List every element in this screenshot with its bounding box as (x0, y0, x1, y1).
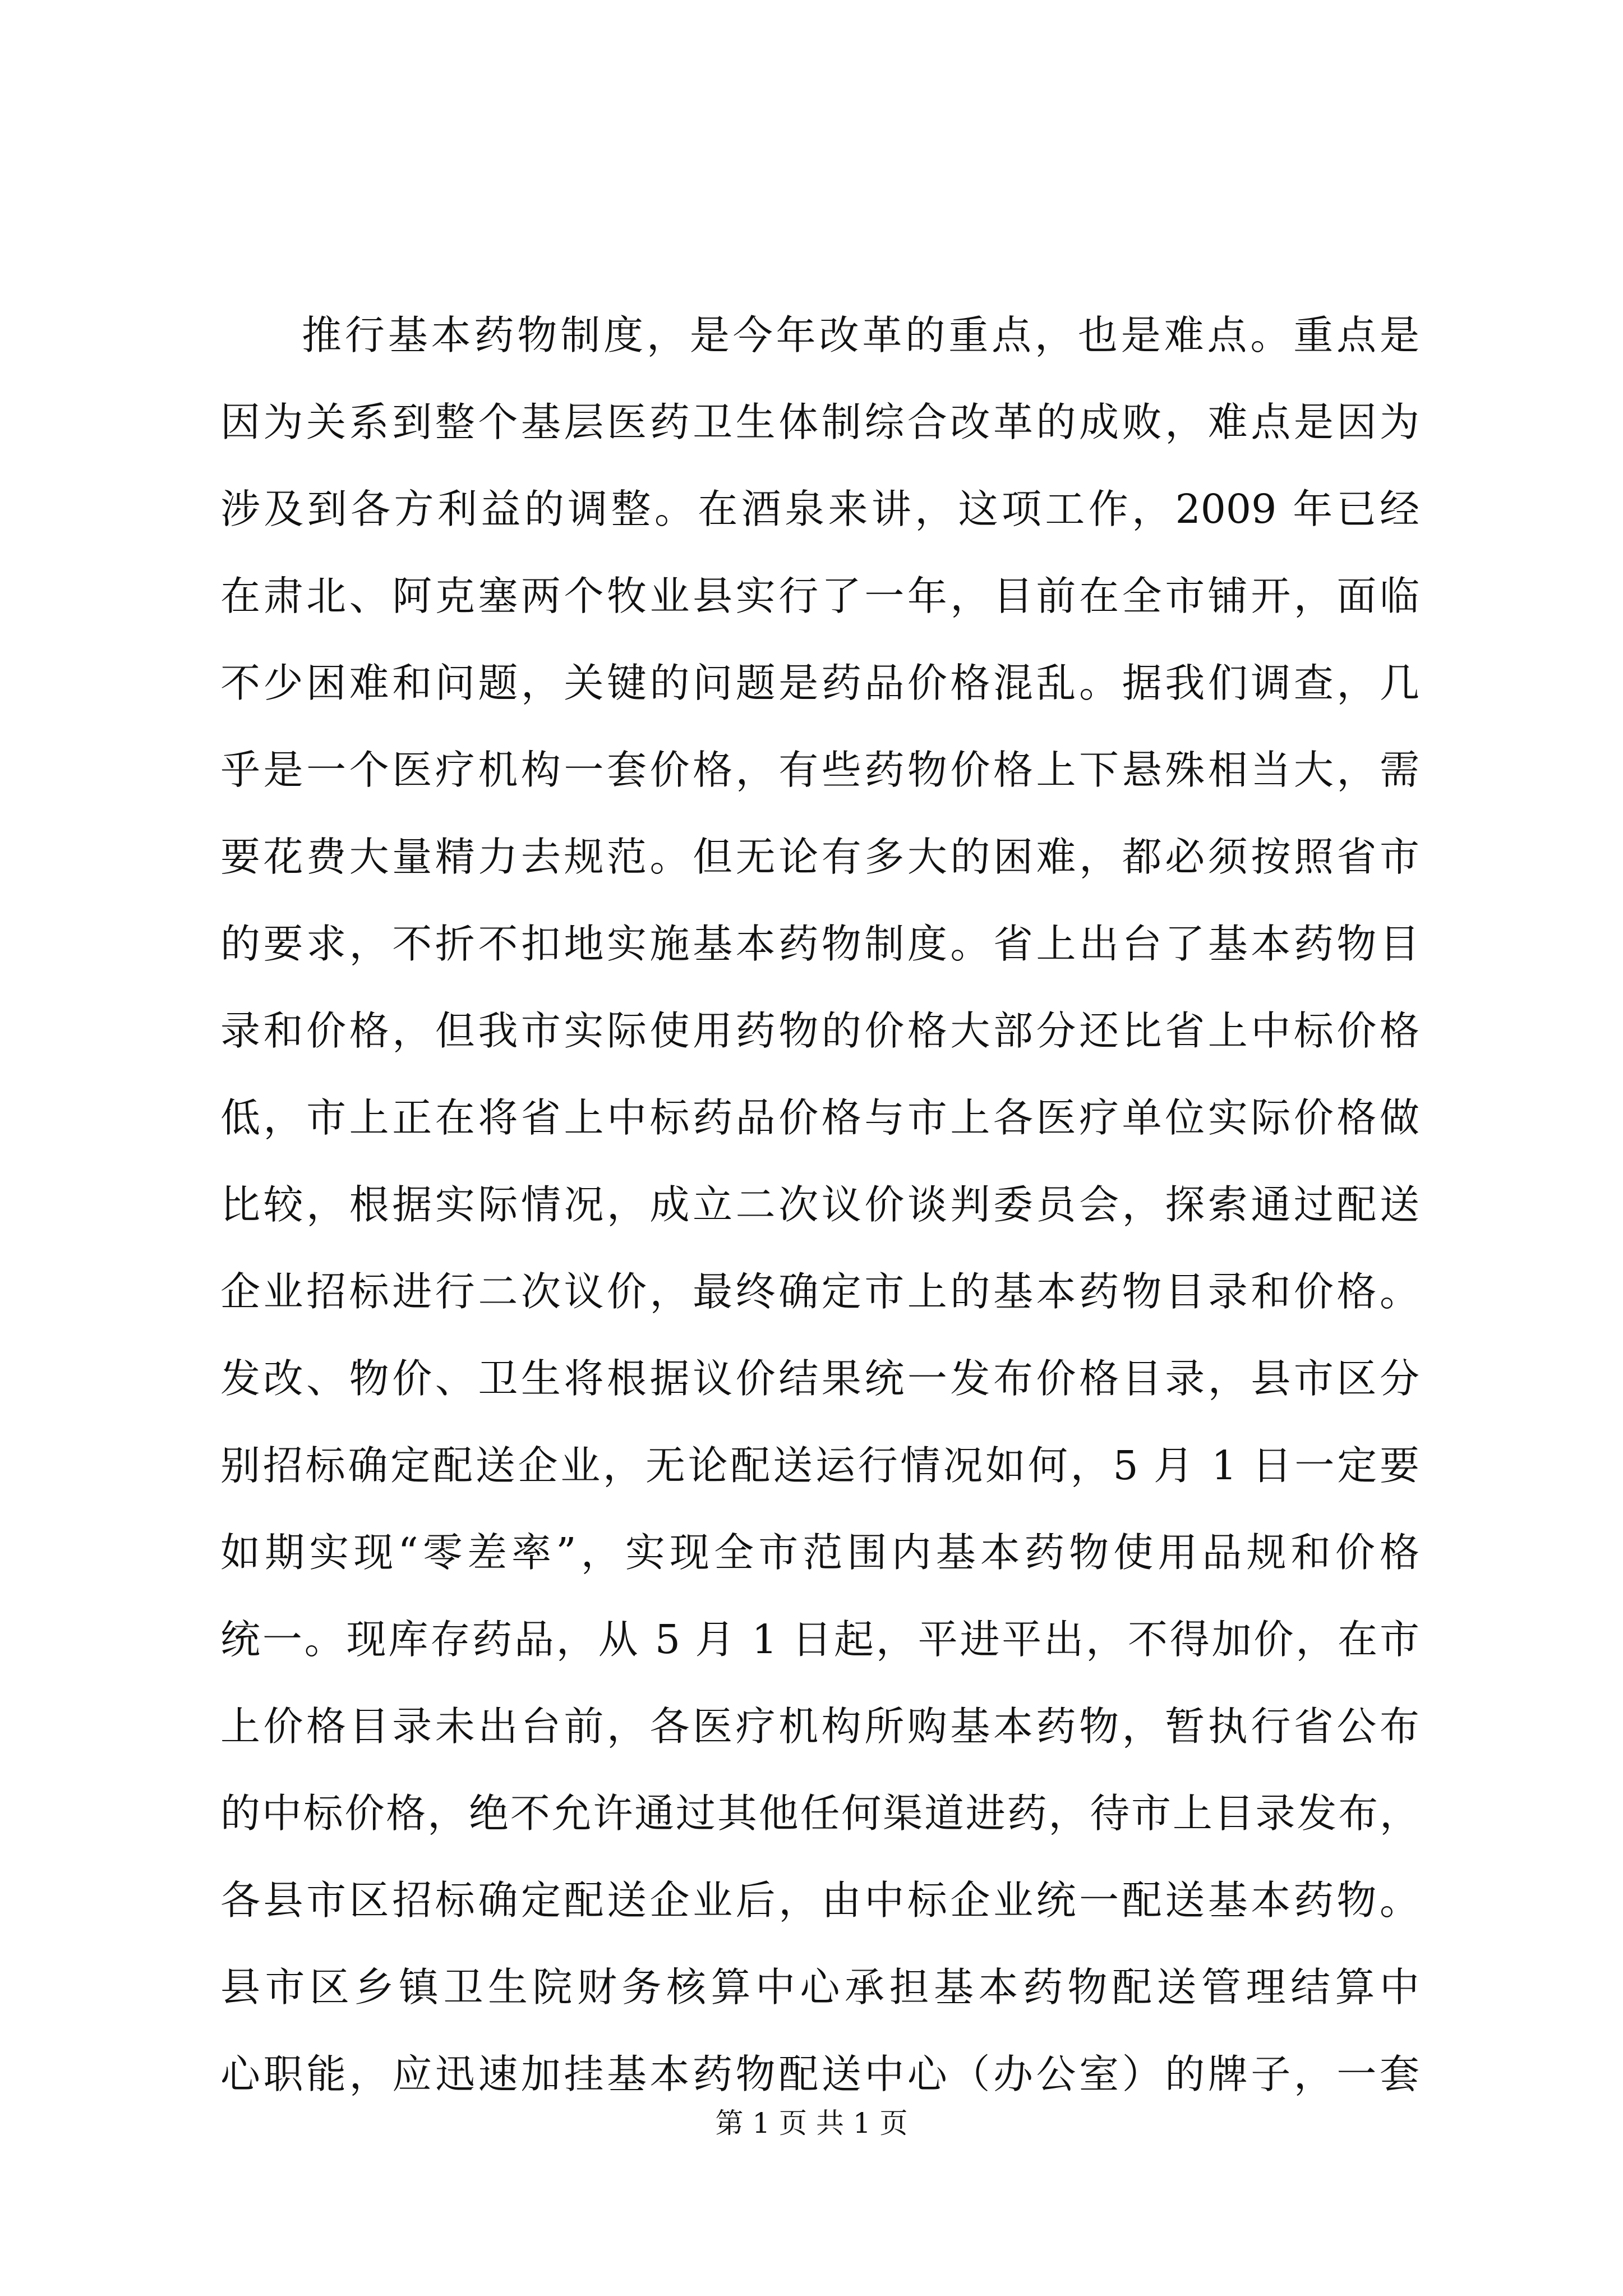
paragraph-line: 比较，根据实际情况，成立二次议价谈判委员会，探索通过配送 (220, 1181, 1419, 1228)
paragraph-line: 涉及到各方利益的调整。在酒泉来讲，这项工作，2009 年已经 (220, 486, 1419, 532)
paragraph-line: 企业招标进行二次议价，最终确定市上的基本药物目录和价格。 (220, 1268, 1419, 1315)
paragraph-line: 如期实现“零差率”，实现全市范围内基本药物使用品规和价格 (220, 1529, 1419, 1576)
paragraph-line: 的中标价格，绝不允许通过其他任何渠道进药，待市上目录发布， (220, 1790, 1419, 1837)
paragraph-line: 不少困难和问题，关键的问题是药品价格混乱。据我们调查，几 (220, 660, 1419, 706)
page-number-footer: 第 1 页 共 1 页 (715, 2107, 908, 2139)
paragraph-line: 要花费大量精力去规范。但无论有多大的困难，都必须按照省市 (220, 834, 1419, 880)
paragraph-line: 低，市上正在将省上中标药品价格与市上各医疗单位实际价格做 (220, 1094, 1419, 1141)
paragraph-line: 上价格目录未出台前，各医疗机构所购基本药物，暂执行省公布 (220, 1703, 1419, 1750)
paragraph-line: 乎是一个医疗机构一套价格，有些药物价格上下悬殊相当大，需 (220, 747, 1419, 793)
paragraph-line: 的要求，不折不扣地实施基本药物制度。省上出台了基本药物目 (220, 921, 1419, 967)
paragraph-line: 推行基本药物制度，是今年改革的重点，也是难点。重点是 (302, 312, 1419, 358)
paragraph-line: 在肃北、阿克塞两个牧业县实行了一年，目前在全市铺开，面临 (220, 573, 1419, 619)
paragraph-line: 心职能，应迅速加挂基本药物配送中心（办公室）的牌子，一套 (220, 2051, 1419, 2097)
paragraph-line: 县市区乡镇卫生院财务核算中心承担基本药物配送管理结算中 (220, 1964, 1419, 2010)
paragraph-line: 发改、物价、卫生将根据议价结果统一发布价格目录，县市区分 (220, 1355, 1419, 1402)
body-paragraph (220, 292, 1419, 2118)
paragraph-line: 因为关系到整个基层医药卫生体制综合改革的成败，难点是因为 (220, 399, 1419, 445)
paragraph-line: 统一。现库存药品，从 5 月 1 日起，平进平出，不得加价，在市 (220, 1616, 1419, 1663)
paragraph-line: 别招标确定配送企业，无论配送运行情况如何，5 月 1 日一定要 (220, 1442, 1419, 1489)
paragraph-line: 录和价格，但我市实际使用药物的价格大部分还比省上中标价格 (220, 1007, 1419, 1054)
paragraph-line: 各县市区招标确定配送企业后，由中标企业统一配送基本药物。 (220, 1877, 1419, 1924)
